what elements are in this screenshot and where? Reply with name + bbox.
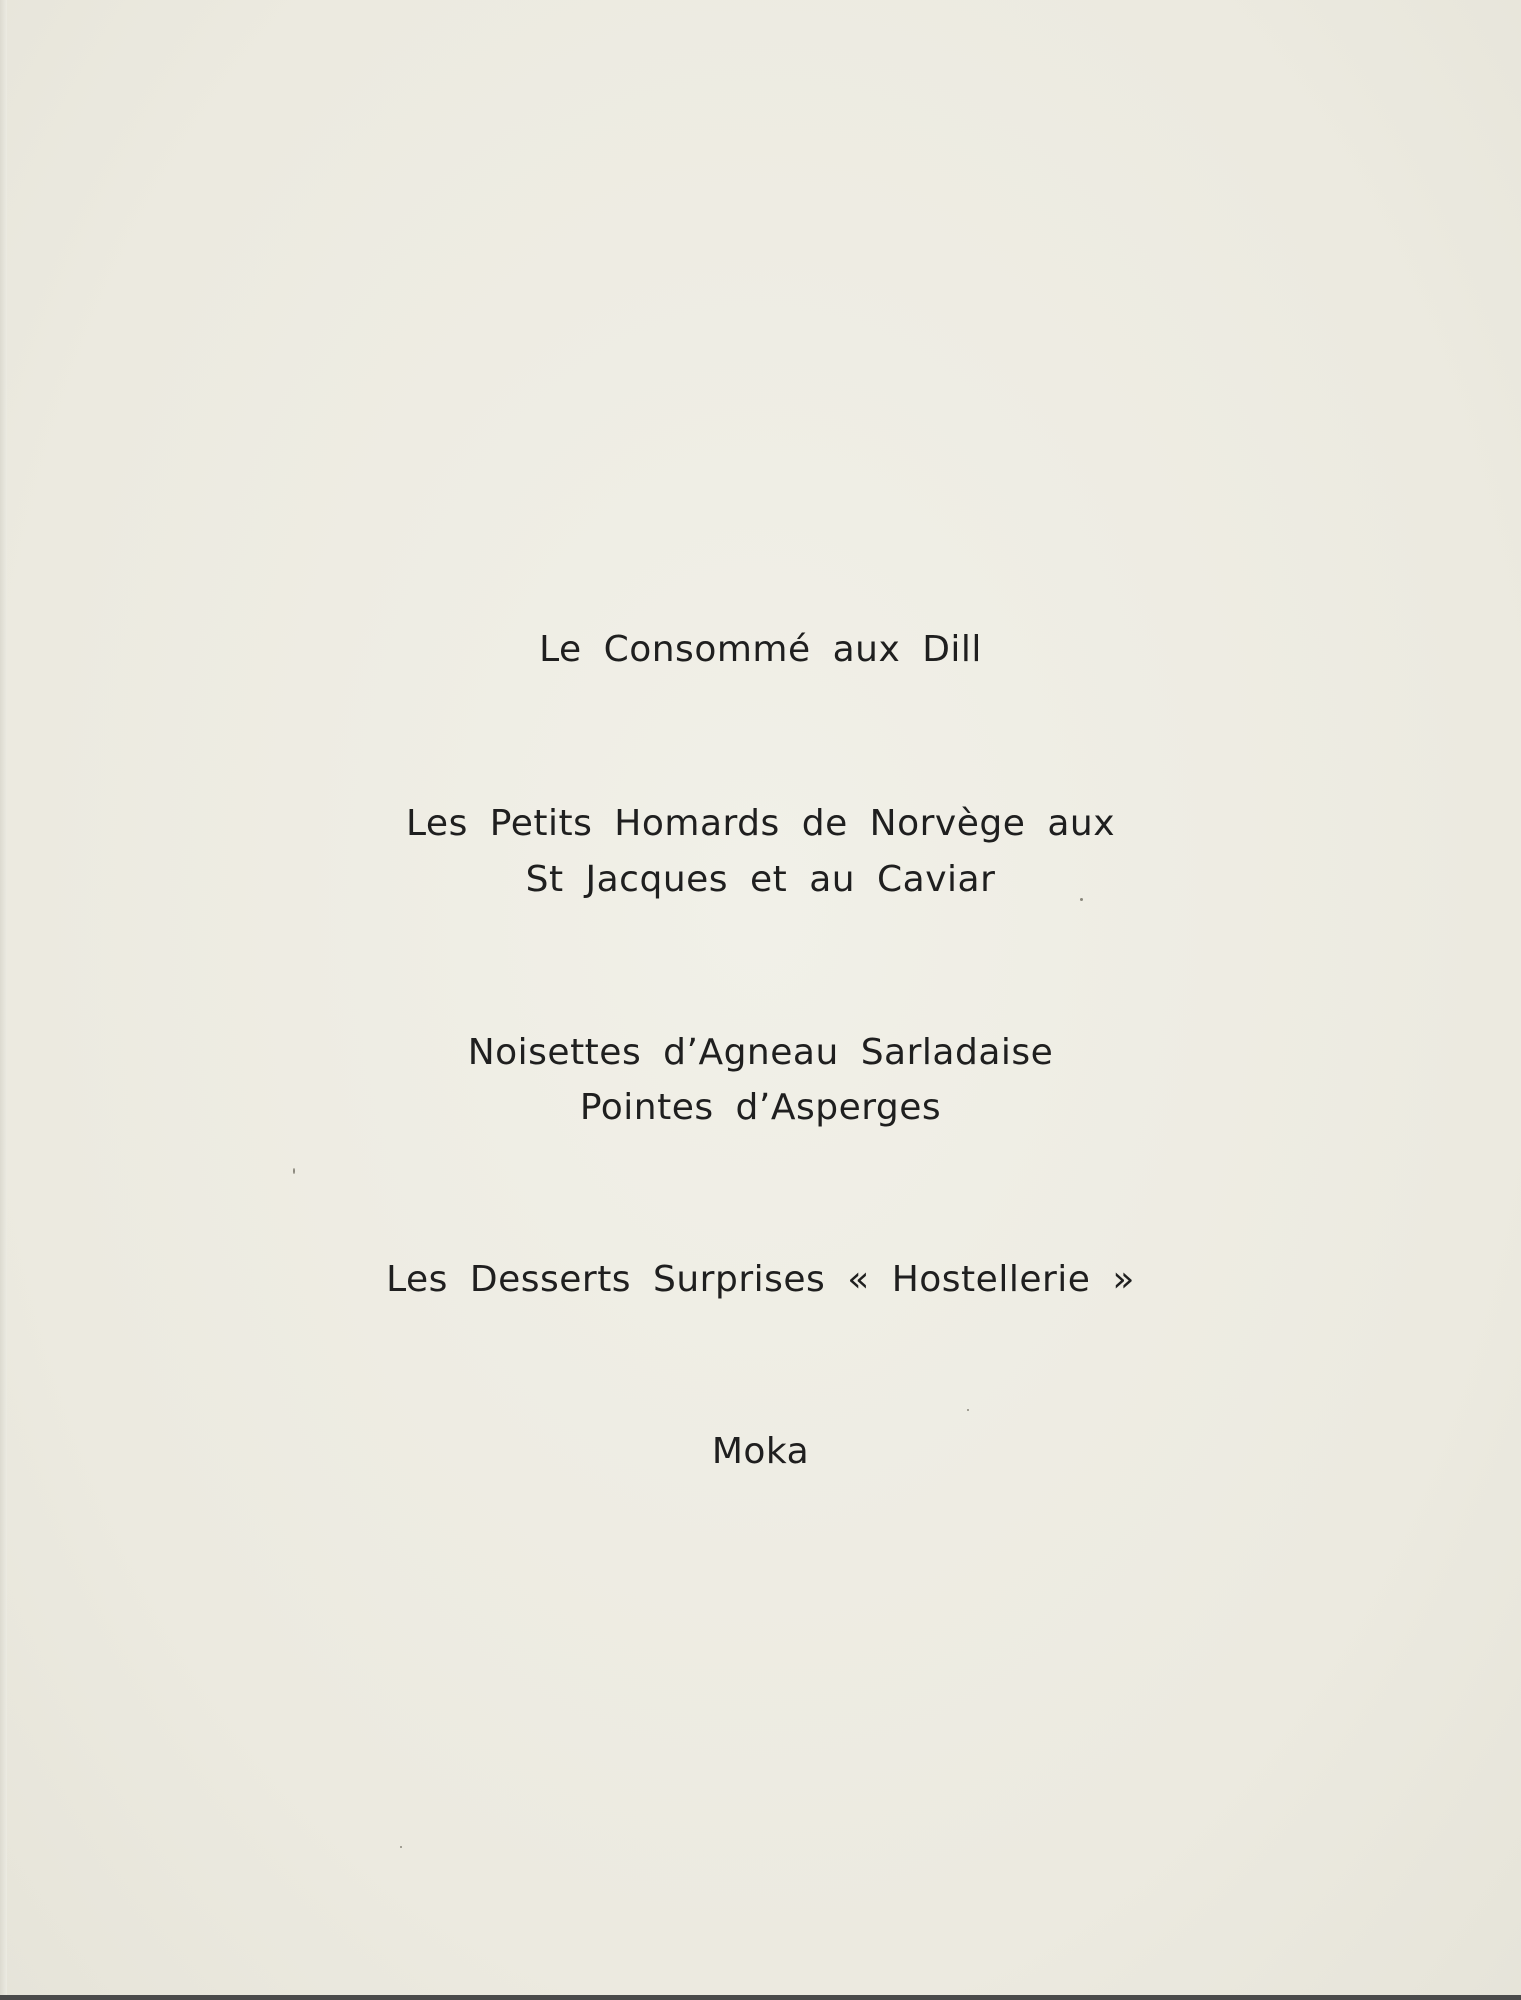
page-left-edge xyxy=(0,0,7,2000)
course-3-line-1: Noisettes d’Agneau Sarladaise xyxy=(467,1032,1054,1073)
paper-speck xyxy=(293,1168,295,1174)
course-1-line-1: Le Consommé aux Dill xyxy=(539,629,982,670)
paper-speck xyxy=(1080,898,1083,901)
course-2-line-2: St Jacques et au Caviar xyxy=(525,859,996,900)
paper-speck xyxy=(400,1846,402,1848)
course-4-line-1: Les Desserts Surprises « Hostellerie » xyxy=(386,1259,1135,1300)
paper-speck xyxy=(967,1409,969,1411)
course-5-line-1: Moka xyxy=(711,1431,810,1472)
course-3-line-2: Pointes d’Asperges xyxy=(579,1087,942,1128)
page-bottom-edge xyxy=(0,1995,1521,2000)
course-2-line-1: Les Petits Homards de Norvège aux xyxy=(406,803,1115,844)
